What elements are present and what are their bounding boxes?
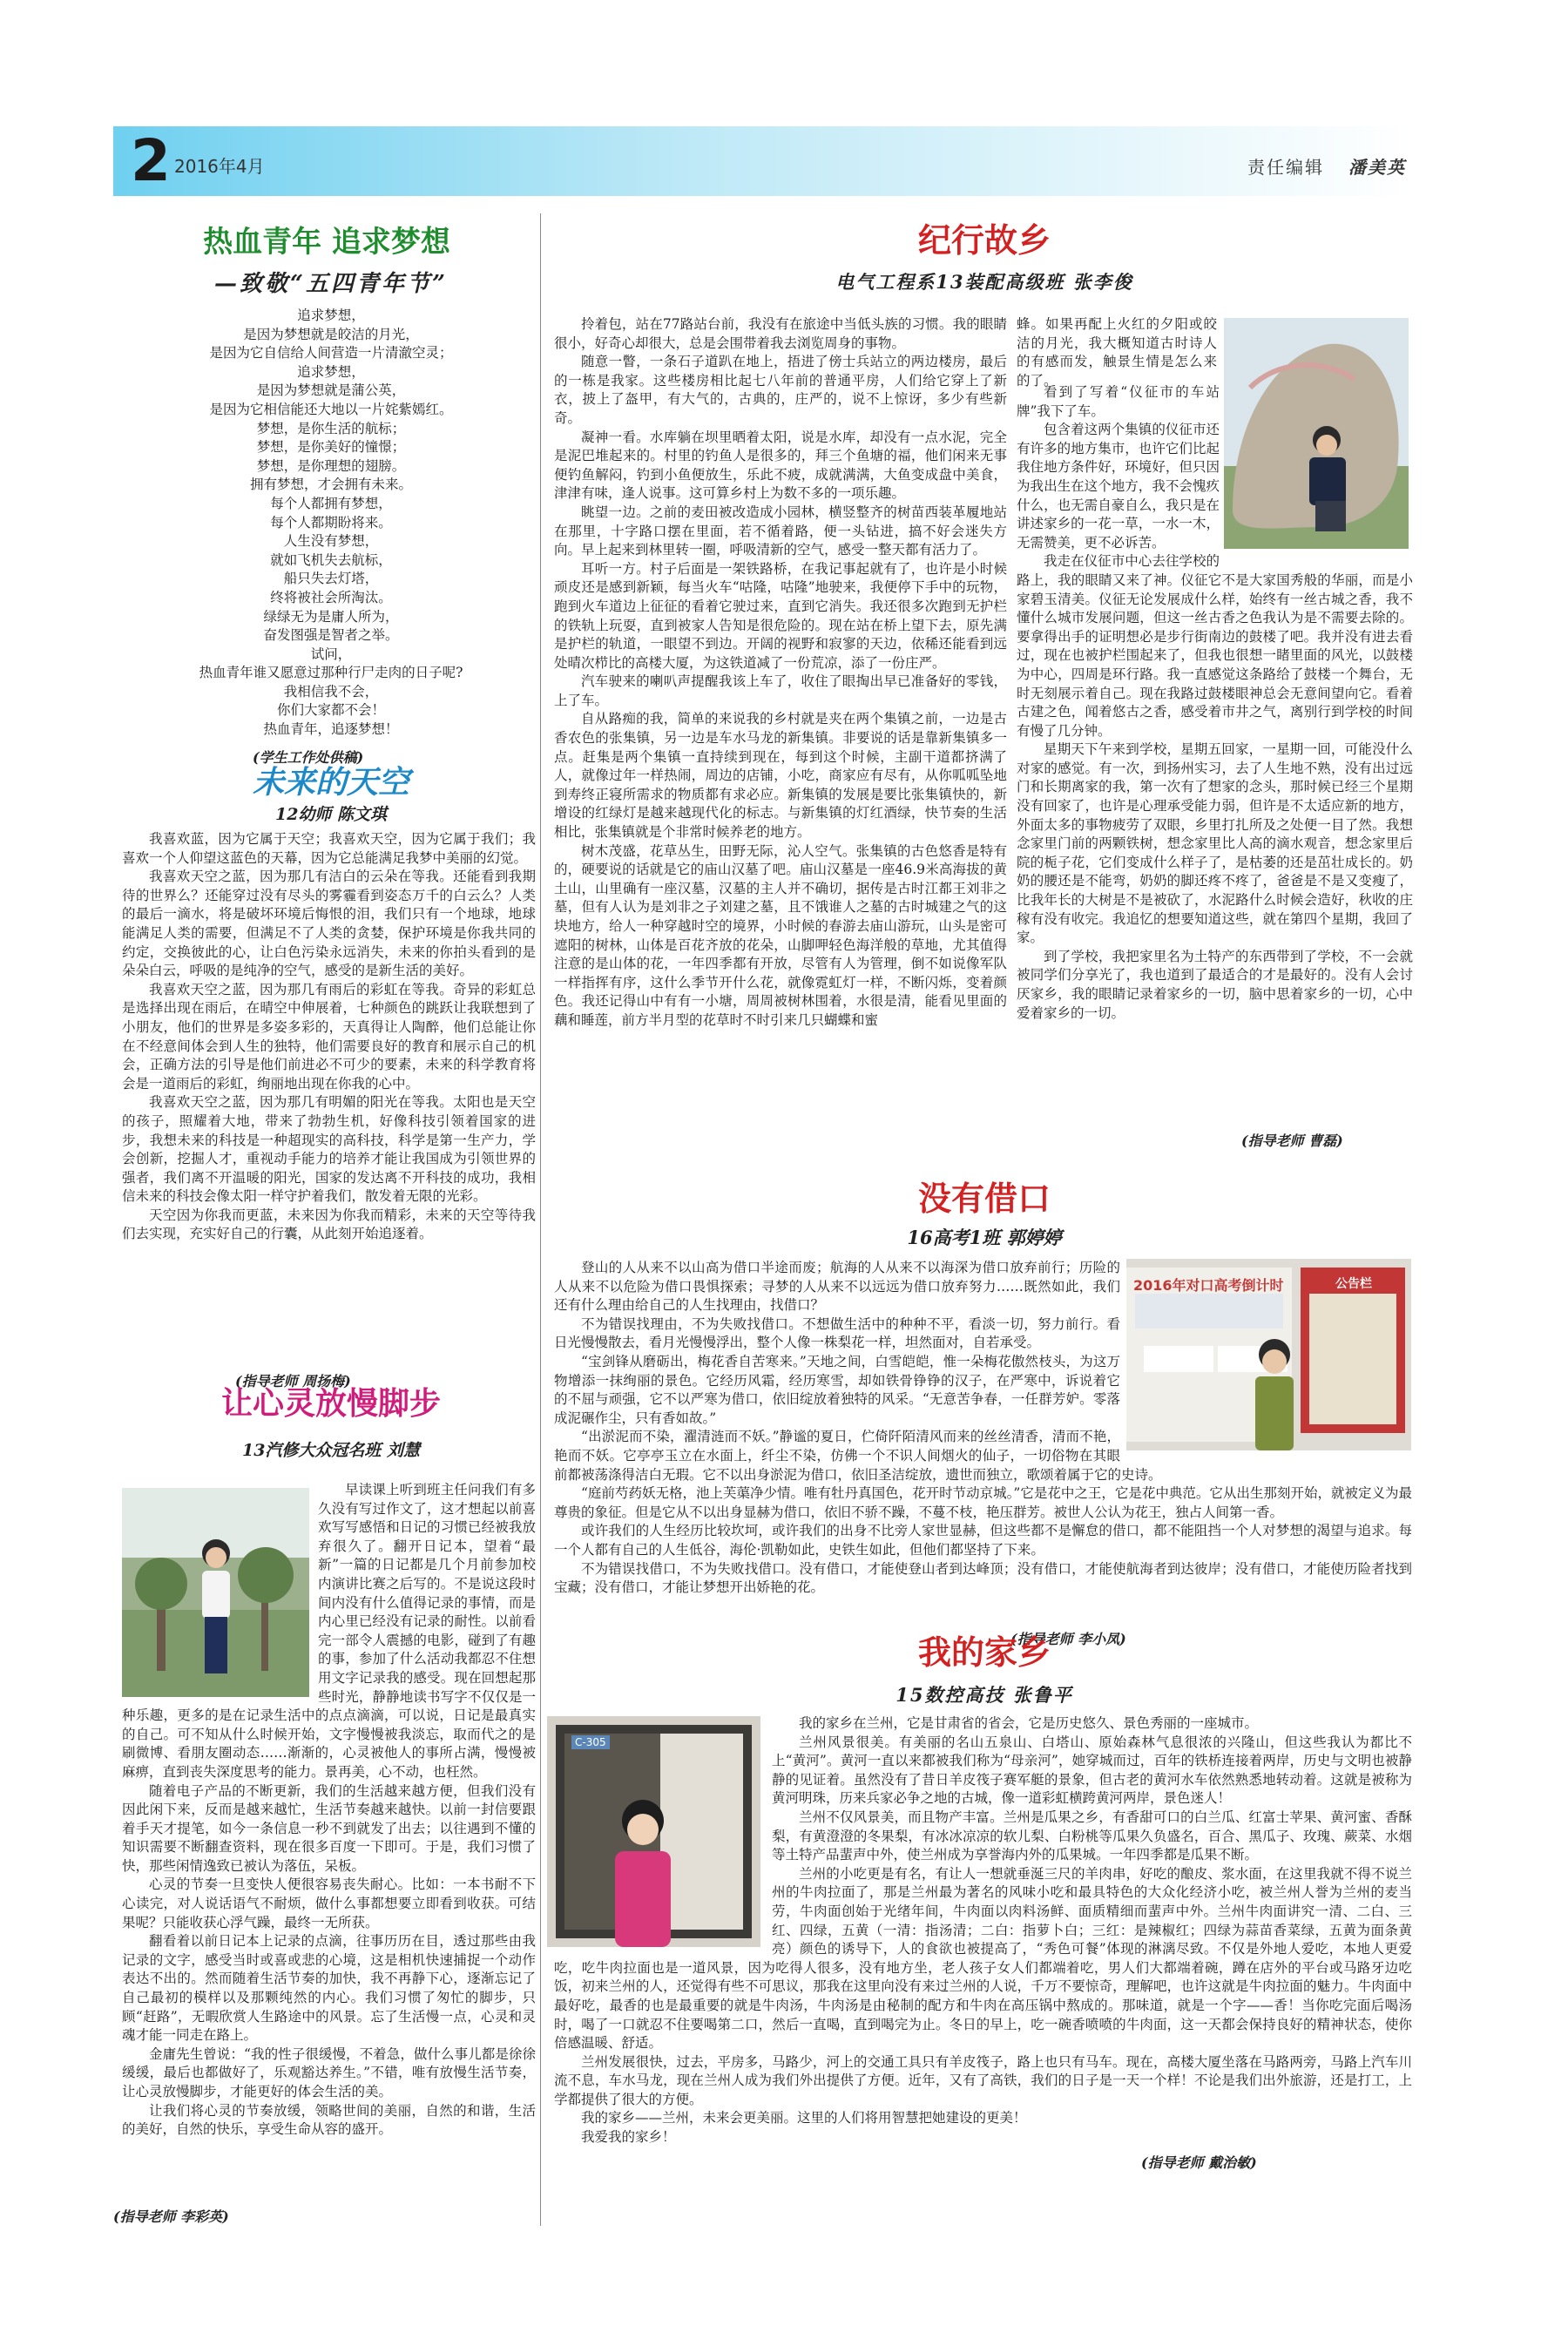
poem-line: 就如飞机失去航标， (270, 551, 392, 568)
heart-credit: (指导老师 李彩英) (113, 2208, 229, 2225)
sky-paragraph: 我喜欢天空之蓝，因为那几有雨后的彩虹在等我。奇异的彩虹总是选择出现在雨后，在晴空中伸展着，七种颜色的跳跃让我联想到了小朋友，他们的世界是多姿多彩的，天真得让人陶醉，他们总能让你在不经意间体会到人生的独特，他们需要良好的教育和展示自己的机会，正确方法的引导是他们前进必不可少的要素，未来的科学教育将会是一道雨后的彩虹，绚丽地出现在你我的心中。 (122, 981, 536, 1092)
heart-paragraph: 心灵的节奏一旦变快人便很容易丧失耐心。比如：一本书耐不下心读完，对人说话语气不耐烦，做什么事都想要立即看到收获。可结果呢？只能收获心浮气躁，最终一无所获。 (122, 1876, 536, 1930)
sky-paragraph: 我喜欢蓝，因为它属于天空；我喜欢天空，因为它属于我们；我喜欢一个人仰望这蓝色的天幕，因为它总能满足我梦中美丽的幻觉。 (122, 831, 536, 866)
editor-name: 潘美英 (1348, 157, 1406, 178)
myhome-paragraph: 我的家乡在兰州，它是甘肃省的省会，它是历史悠久、景色秀丽的一座城市。 (799, 1715, 1259, 1731)
noexcuse-paragraph: 不为错误找借口，不为失败找借口。没有借口，才能使登山者到达峰顶；没有借口，才能使航海者到达彼岸；没有借口，才能使历险者找到宝藏；没有借口，才能让梦想开出娇艳的花。 (554, 1560, 1412, 1596)
poem-line: 每个人都拥有梦想， (270, 495, 392, 511)
photo-spacer (554, 1714, 772, 1950)
column-divider-left (540, 213, 541, 2226)
sky-paragraph: 我喜欢天空之蓝，因为那几有洁白的云朵在等我。还能看到我期待的世界么？还能穿过没有尽头的雾霾看到姿态万千的白云么？人类的最后一滴水，将是破坏环境后悔恨的泪，我们只有一个地球，地球能满足人类的需要，但满足不了人类的贪婪，保护环境是你我共同的约定，交换彼此的心，让白色污染永远消失，未来的你拍头看到的是朵朵白云，呼吸的是纯净的空气，感受的是新生活的美好。 (122, 869, 536, 979)
poem-line: 船只失去灯塔， (283, 571, 379, 587)
poem-line: 试问， (310, 646, 352, 662)
heart-paragraph: 早读课上听到班主任问我们有多久没有写过作文了，这才想起以前喜欢写写感悟和日记的习惯已经被我放弃很久了。翻开日记本，望着“最新”一篇的日记都是几个月前参加校内演讲比赛之后写的。不是说这段时间内没有什么值得记录的事情，而是内心里已经没有记录的耐性。以前看完一部令人震撼的电影，碰到了有趣的事，参加了什么活动我都忍不住想用文字记录我的感受。现在回想起那些时光，静静地读书写字不仅仅是一种乐趣，更多的是在记录生活中的点点滴滴，可以说，日记是最真实的自己。可不知从什么时候开始，文字慢慢被我淡忘，取而代之的是刷微博、看朋友圈动态……渐渐的，心灵被他人的事所占满，慢慢被麻痹，直到丧失深度思考的能力。景再美，心不动，也枉然。 (122, 1482, 536, 1780)
noexcuse-credit: (指导老师 李小凤) (1010, 1631, 1126, 1647)
hometown-col2-top-text: 蜂。如果再配上火红的夕阳或皎洁的月光，我大概知道古时诗人的有感而发，触景生情是怎么来的了。 (1017, 316, 1217, 389)
sky-paragraph: 天空因为你我而更蓝，未来因为你我而精彩，未来的天空等待我们去实现，充实好自己的行囊，从此刻开始追逐着。 (122, 1207, 536, 1242)
youth-subtitle: —致敬“五四青年节” (214, 271, 448, 297)
header-bar (113, 126, 1411, 196)
issue-date: 2016年4月 (174, 156, 265, 177)
noexcuse-paragraph: “宝剑锋从磨砺出，梅花香自苦寒来。”天地之间，白雪皑皑，惟一朵梅花傲然枝头，为这万物增添一抹绚丽的景色。它经历风霜，经历寒雪，却如铁骨铮铮的汉子，在严寒中，诉说着它的不屈与顽强，它不以严寒为借口，依旧绽放着独特的风采。“无意苦争春，一任群芳妒。零落成泥碾作尘，只有香如故。” (554, 1353, 1120, 1426)
sky-title: 未来的天空 (252, 764, 409, 801)
photo-spacer (122, 1481, 318, 1699)
sky-credit: (指导老师 周扬梅) (235, 1373, 351, 1389)
hometown-col2-top (1017, 315, 1217, 390)
myhome-photo-room: C-305 (571, 1735, 610, 1749)
poem-line: 终将被社会所淘汰。 (270, 589, 392, 605)
poem-line: 奋发图强是智者之举。 (263, 627, 399, 644)
noexcuse-paragraph: 或许我们的人生经历比较坎坷，或许我们的出身不比旁人家世显赫，但这些都不是懈怠的借口，都不能阻挡一个人对梦想的渴望与追求。每一个人都有自己的人生低谷，海伦·凯勒如此，史铁生如此，但他们都坚持了下来。 (554, 1523, 1412, 1558)
poem-line: 梦想，是你生活的航标； (256, 420, 406, 436)
poem-line: 是因为梦想就是蒲公英， (256, 382, 406, 399)
poem-line: 你们大家都不会！ (276, 702, 385, 719)
hometown-paragraph: 到了学校，我把家里名为土特产的东西带到了学校，不一会就被同学们分享光了，我也道到了最适合的才是最好的。没有人会讨厌家乡，我的眼睛记录着家乡的一切，脑中思着家乡的一切，心中爱着家乡的一切。 (1017, 948, 1413, 1021)
noexcuse-body (554, 1259, 1412, 1598)
myhome-paragraph: 我的家乡——兰州，未来会更美丽。这里的人们将用智慧把她建设的更美！ (581, 2110, 1027, 2126)
sky-byline: 12幼师 陈文琪 (274, 805, 388, 824)
noexcuse-paragraph: “庭前芍药妖无格，池上芙蕖净少情。唯有牡丹真国色，花开时节动京城。”它是花中之王，它是花中典范。它从出生那刻开始，就被定义为最尊贵的象征。但是它从不以出身显赫为借口，依旧不骄不躁，不蔓不枝，艳压群芳。被世人公认为花王，独占人间第一香。 (554, 1485, 1412, 1520)
noexcuse-title: 没有借口 (917, 1180, 1051, 1218)
heart-byline: 13汽修大众冠名班 刘慧 (241, 1441, 421, 1460)
noexcuse-byline: 16高考1班 郭婷婷 (907, 1227, 1062, 1248)
poem-line: 每个人都期盼将来。 (270, 514, 392, 531)
myhome-paragraph: 兰州不仅风景美，而且物产丰富。兰州是瓜果之乡，有香甜可口的白兰瓜、红富士苹果、黄河蜜、香酥梨，有黄澄澄的冬果梨，有冰冰凉凉的软儿梨、白粉桃等瓜果久负盛名，百合、黑瓜子、玫瑰、蕨菜、水烟等土特产品蜚声中外，使兰州成为享誉海内外的瓜果城。一年四季都是瓜果不断。 (772, 1809, 1412, 1863)
noexcuse-photo-board: 公告栏 (1335, 1277, 1372, 1291)
hometown-credit: (指导老师 曹磊) (1241, 1132, 1343, 1149)
noexcuse-photo-banner: 2016年对口高考倒计时 (1133, 1277, 1284, 1294)
poem-line: 是因为梦想就是皎洁的月光， (243, 326, 419, 342)
heart-paragraph: 随着电子产品的不断更新，我们的生活越来越方便，但我们没有因此闲下来，反而是越来越忙，生活节奏越来越快。以前一封信要跟着手天才提笔，如今一条信息一秒不到就发了出去；以往遇到不懂的知识需要不断翻查资料，现在很多百度一下即可。于是，我们习惯了快，那些闲情逸致已被认为落伍，呆板。 (122, 1782, 536, 1874)
myhome-paragraph: 我爱我的家乡！ (581, 2129, 676, 2146)
noexcuse-paragraph: 登山的人从来不以山高为借口半途而废；航海的人从来不以海深为借口放弃前行；历险的人从来不以危险为借口畏惧探索；寻梦的人从来不以远远为借口放弃努力……既然如此，我们还有什么理由给自己的人生找理由，找借口？ (554, 1260, 1120, 1314)
myhome-paragraph: 兰州风景很美。有美丽的名山五泉山、白塔山、原始森林气息很浓的兴隆山，但这些我认为都比不上“黄河”。黄河一直以来都被我们称为“母亲河”，她穿城而过，百年的铁桥连接着两岸，历史与文明也被静静的见证着。虽然没有了昔日羊皮筏子赛军艇的景象，但古老的黄河水车依然熟悉地转动着。这就是被称为黄河明珠，历来兵家必争之地的古城，像一道彩虹横跨黄河两岸，景色迷人！ (772, 1734, 1412, 1807)
hometown-paragraph: 凝神一看。水库躺在坝里晒着太阳，说是水库，却没有一点水泥，完全是泥巴堆起来的。村里的钓鱼人是很多的，拜三个鱼塘的福，他们闲来无事便钓鱼解闷，钓到小鱼便放生，乐此不疲，成就满满，大鱼变成盘中美食，津津有味，逢人说事。这可算乡村上为数不多的一项乐趣。 (554, 429, 1007, 502)
hometown-paragraph: 我走在仪征市中心去往学校的路上，我的眼睛又来了神。仪征它不是大家国秀般的华丽，而是小家碧玉清美。仪征无论发展成什么样，始终有一丝古城之香，我不懂什么城市发展问题，但这一丝古香之色我认为是不需要去除的。要拿得出手的证明想必是步行街南边的鼓楼了吧。我并没有进去看过，现在也被护栏围起来了，但我也很想一睹里面的风光，以鼓楼为中心，四周是环行路。我一直感觉这条路给了鼓楼一个舞台，无时无刻展示着自己。现在我路过鼓楼眼神总会无意间望向它。看着古建之色，闻着悠古之香，感受着市井之气，离别行到学校的时间有慢了几分钟。 (1017, 553, 1413, 739)
sky-body (122, 830, 536, 1244)
myhome-body (554, 1714, 1412, 2147)
sky-paragraph: 我喜欢天空之蓝，因为那几有明媚的阳光在等我。太阳也是天空的孩子，照耀着大地，带来了勃勃生机，好像科技引领着国家的进步，我想未来的科技是一种超现实的高科技，科学是第一生产力，学会创新，挖掘人才，重视动手能力的培养才能让我国成为引领世界的强者，我们离不开温暖的阳光，国家的发达离不开科技的成功，我相信未来的科技会像太阳一样守护着我们，散发着无限的光彩。 (122, 1094, 536, 1205)
poem-line: 追求梦想， (297, 363, 365, 380)
hometown-paragraph: 星期天下午来到学校，星期五回家，一星期一回，可能没什么对家的感觉。有一次，到扬州实习，去了人生地不熟，没有出过远门和长期离家的我，第一次有了想家的念头，那时候已经三个星期没有回家了，也许是心理承受能力弱，但许是不太适应新的地方，外面太多的事物疲劳了双眼，乡里打扎所及之处便一目了然。我想念家里门前的两颗铁树，想念家里比人高的滴水观音，想念家里后院的栀子花，它们变成什么样子了，是枯萎的还是茁壮成长的。奶奶的腰还是不能弯，奶奶的脚还疼不疼了，爸爸是不是又变瘦了，比我年长的大树是不是被砍了，水泥路什么时候会造好，秋收的庄稼有没有收完。我追忆的想要知道这些，就在第四个星期，我回了家。 (1017, 741, 1413, 946)
hometown-paragraph: 汽车驶来的喇叭声提醒我该上车了，收住了眼掏出早已准备好的零钱，上了车。 (554, 673, 1007, 708)
poem-line: 热血青年谁又愿意过那种行尸走肉的日子呢? (199, 665, 463, 681)
hometown-paragraph: 耳听一方。村子后面是一架铁路桥，在我记事起就有了，也许是小时候顽皮还是感到新颖，每当火车“咕隆，咕隆”地驶来，我便停下手中的玩物，跑到火车道边上征征的看着它驶过来，直到它消失。我还很多次跑到无护栏的铁轨上玩耍，直到被家人告知是很危险的。现在站在桥上望下去，原先满是护栏的轨道，一眼望不到边。开阔的视野和寂寥的天边，依稀还能看到远处晴次栉比的高楼大厦，为这铁道减了一份荒凉，添了一份庄严。 (554, 560, 1007, 671)
hometown-title: 纪行故乡 (917, 221, 1051, 260)
hometown-col2 (1017, 383, 1413, 1023)
editor-label: 责任编辑 (1247, 157, 1324, 178)
poem-line: 拥有梦想，才会拥有未来。 (249, 477, 412, 493)
noexcuse-paragraph: “出淤泥而不染，濯清涟而不妖。”静谧的夏日，伫倚阡陌清风而来的丝丝清香，清而不艳，艳而不妖。它亭亭玉立在水面上，纤尘不染，仿佛一个不识人间烟火的仙子，一切俗物在其眼前都被荡涤得洁白无瑕。它不以出身淤泥为借口，依旧圣洁绽放，遗世而独立，歌颂着属于它的史诗。 (554, 1429, 1162, 1483)
page-number: 2 (131, 127, 171, 194)
myhome-byline: 15数控高技 张鲁平 (896, 1684, 1073, 1706)
hometown-paragraph: 看到了写着“仪征市的车站牌”我下了车。 (1017, 384, 1220, 419)
heart-title: 让心灵放慢脚步 (220, 1386, 441, 1422)
photo-spacer (1120, 1259, 1412, 1455)
poem-line: 我相信我不会， (283, 683, 379, 700)
poem-line: 绿绿无为是庸人所为， (263, 608, 399, 625)
hometown-paragraph: 包含着这两个集镇的仪征市还有许多的地方集市，也许它们比起我住地方条件好，环境好，但只因为我出生在这个地方，我不会愧疚什么，也无需自豪自么，我只是在讲述家乡的一花一草，一水一木，无需赞美，更不必诉苦。 (1017, 422, 1220, 551)
hometown-col1 (554, 315, 1007, 1031)
hometown-paragraph: 眺望一边。之前的麦田被改造成小园林，横竖整齐的树苗西装革履地站在那里，十字路口摆在里面，若不循着路，便一头钻进，搞不好会迷失方向。早上起来到林里转一圈，呼吸清新的空气，感受一整天都有活力了。 (554, 504, 1007, 558)
hometown-byline: 电气工程系13装配高级班 张李俊 (835, 271, 1133, 293)
poem-line: 人生没有梦想， (283, 533, 379, 550)
heart-body (122, 1481, 536, 2140)
hometown-paragraph: 随意一瞥，一条石子道趴在地上，捂进了傍士兵站立的两边楼房，最后的一栋是我家。这些楼房相比起七八年前的普通平房，人们给它穿上了新衣，披上了盔甲，有大气的，古典的，庄严的，说不上惊讶，多少有些新奇。 (554, 354, 1007, 426)
hometown-paragraph: 拎着包，站在77路站台前，我没有在旅途中当低头族的习惯。我的眼睛很小，好奇心却很大，总是会围带着我去浏览周身的事物。 (554, 316, 1007, 351)
poem-line: 梦想，是你美好的憧憬； (256, 439, 406, 456)
myhome-credit: (指导老师 戴治敏) (1141, 2154, 1257, 2171)
myhome-paragraph: 兰州发展很快，过去，平房多，马路少，河上的交通工具只有羊皮筏子，路上也只有马车。现在，高楼大厦坐落在马路两旁，马路上汽车川流不息，车水马龙，现在兰州人成为我们外出提供了方便。近年，又有了高铁，我们的日子是一天一个样！不论是我们出外旅游，还是打工，上学都提供了很大的方便。 (554, 2053, 1412, 2107)
myhome-title: 我的家乡 (917, 1633, 1051, 1672)
poem-line: 是因为它自信给人间营造一片清澈空灵； (209, 345, 453, 362)
heart-paragraph: 金庸先生曾说：“我的性子很缓慢，不着急，做什么事儿都是徐徐缓缓，最后也都做好了，乐观豁达养生。”不错，唯有放慢生活节奏，让心灵放慢脚步，才能更好的体会生活的美。 (122, 2045, 536, 2099)
myhome-paragraph: 兰州的小吃更是有名，有让人一想就垂涎三尺的羊肉串，好吃的酿皮、浆水面，在这里我就不得不说兰州的牛肉拉面了，那是兰州最为著名的风味小吃和最具特色的大众化经济小吃，被兰州人誉为兰州的麦当劳，牛肉面创始于光绪年间，牛肉面以肉料汤鲜、面质精细而蜚声中外。兰州牛肉面讲究一清、二白、三红、四绿，五黄（一清：指汤清；二白：指萝卜白；三红：是辣椒红；四绿为蒜苗香菜绿，五黄为面条黄亮）颜色的诱导下，人的食欲也被提高了，“秀色可餐”体现的淋漓尽致。不仅是外地人爱吃，本地人更爱吃，吃牛肉拉面也是一道风景，因为吃得人很多，没有地方坐，老人孩子女人们都端着吃，男人们大都端着碗，蹲在店外的平台或马路牙边吃饭，初来兰州的人，还觉得有些不可思议，那我在这里向没有来过兰州的人说，千万不要惊奇，理解吧，也许这就是牛肉拉面的魅力。牛肉面中最好吃，最香的也是最重要的就是牛肉汤，牛肉汤是由秘制的配方和牛肉在高压锅中熬成的。那味道，就是一个字——香！当你吃完面后喝汤时，喝了一口就忍不住要喝第二口，然后一直喝，直到喝完为止。冬日的早上，吃一碗香喷喷的牛肉面，这一天都会保持良好的精神状态，使你倍感温暖、舒适。 (554, 1865, 1412, 2052)
hometown-paragraph: 自从路痴的我，简单的来说我的乡村就是夹在两个集镇之前，一边是古香农色的张集镇，另一边是车水马龙的新集镇。非要说的话是靠新集镇多一点。赶集是两个集镇一直持续到现在，每到这个时候，主副干道都挤满了人，就像过年一样热闹，周边的店铺，小吃，商家应有尽有，从你呱呱坠地到寿终正寝所需求的物质都有求必应。新集镇的发展是要比张集镇快的，新增设的红绿灯是越来越现代化的标志。与新集镇的灯红酒绿，快节奏的生活相比，张集镇就是个非常时候养老的地方。 (554, 711, 1007, 841)
photo-spacer (1220, 383, 1413, 553)
poem-line: 热血青年，追逐梦想！ (263, 721, 399, 738)
editor-credit (1247, 153, 1406, 179)
youth-title: 热血青年 追求梦想 (203, 225, 450, 260)
heart-paragraph: 让我们将心灵的节奏放缓，领略世间的美丽，自然的和谐，生活的美好，自然的快乐，享受生命从容的盛开。 (122, 2102, 536, 2138)
poem-line: 追求梦想， (297, 308, 365, 323)
youth-credit: (学生工作处供稿) (253, 749, 364, 766)
poem-line: 梦想，是你理想的翅膀。 (256, 457, 406, 474)
noexcuse-paragraph: 不为错误找理由，不为失败找借口。不想做生活中的种种不平，看淡一切，努力前行。看日光慢慢散去，看月光慢慢浮出，整个人像一株梨花一样，坦然面对，自若承受。 (554, 1315, 1120, 1351)
hometown-paragraph: 树木茂盛，花草丛生，田野无际，沁人空气。张集镇的古色悠香是特有的，硬要说的话就是它的庙山汉墓了吧。庙山汉墓是一座46.9米高海拔的黄土山，山里确有一座汉墓，汉墓的主人并不确切，据传是古时江都王刘非之墓，但有人认为是刘非之子刘建之墓，且不饿谁人之墓的古时城建之气的这块地方，给人一种穿越时空的境界，小时候的春游去庙山游玩，山头是密可遮阳的树林，山体是百花齐放的花朵，山脚呷轻色海洋般的草地，尤其值得注意的是山体的花，一年四季都有开放，尽管有人为管理，倒不如说像军队一样指挥有序，这什么季节开什么花，就像霓虹灯一样，不断闪烁，变着颜色。我还记得山中有有一小塘，周周被树林围着，水很是清，能看见里面的藕和睡莲，前方半月型的花草时不时引来几只蝴蝶和蜜 (554, 842, 1007, 1028)
youth-poem (122, 307, 540, 740)
poem-line: 是因为它相信能还大地以一片姹紫嫣红。 (209, 401, 453, 417)
heart-paragraph: 翻看着以前日记本上记录的点滴，往事历历在目，透过那些由我记录的文字，感受当时或喜或悲的心境，这是相机快速捕捉一个动作表达不出的。然而随着生活节奏的加快，我不再静下心，逐渐忘记了自己最初的模样以及那颗纯然的内心。我们习惯了匆忙的脚步，只顾“赶路”，无暇欣赏人生路途中的风景。忘了生活慢一点，心灵和灵魂才能一同走在路上。 (122, 1933, 536, 2044)
